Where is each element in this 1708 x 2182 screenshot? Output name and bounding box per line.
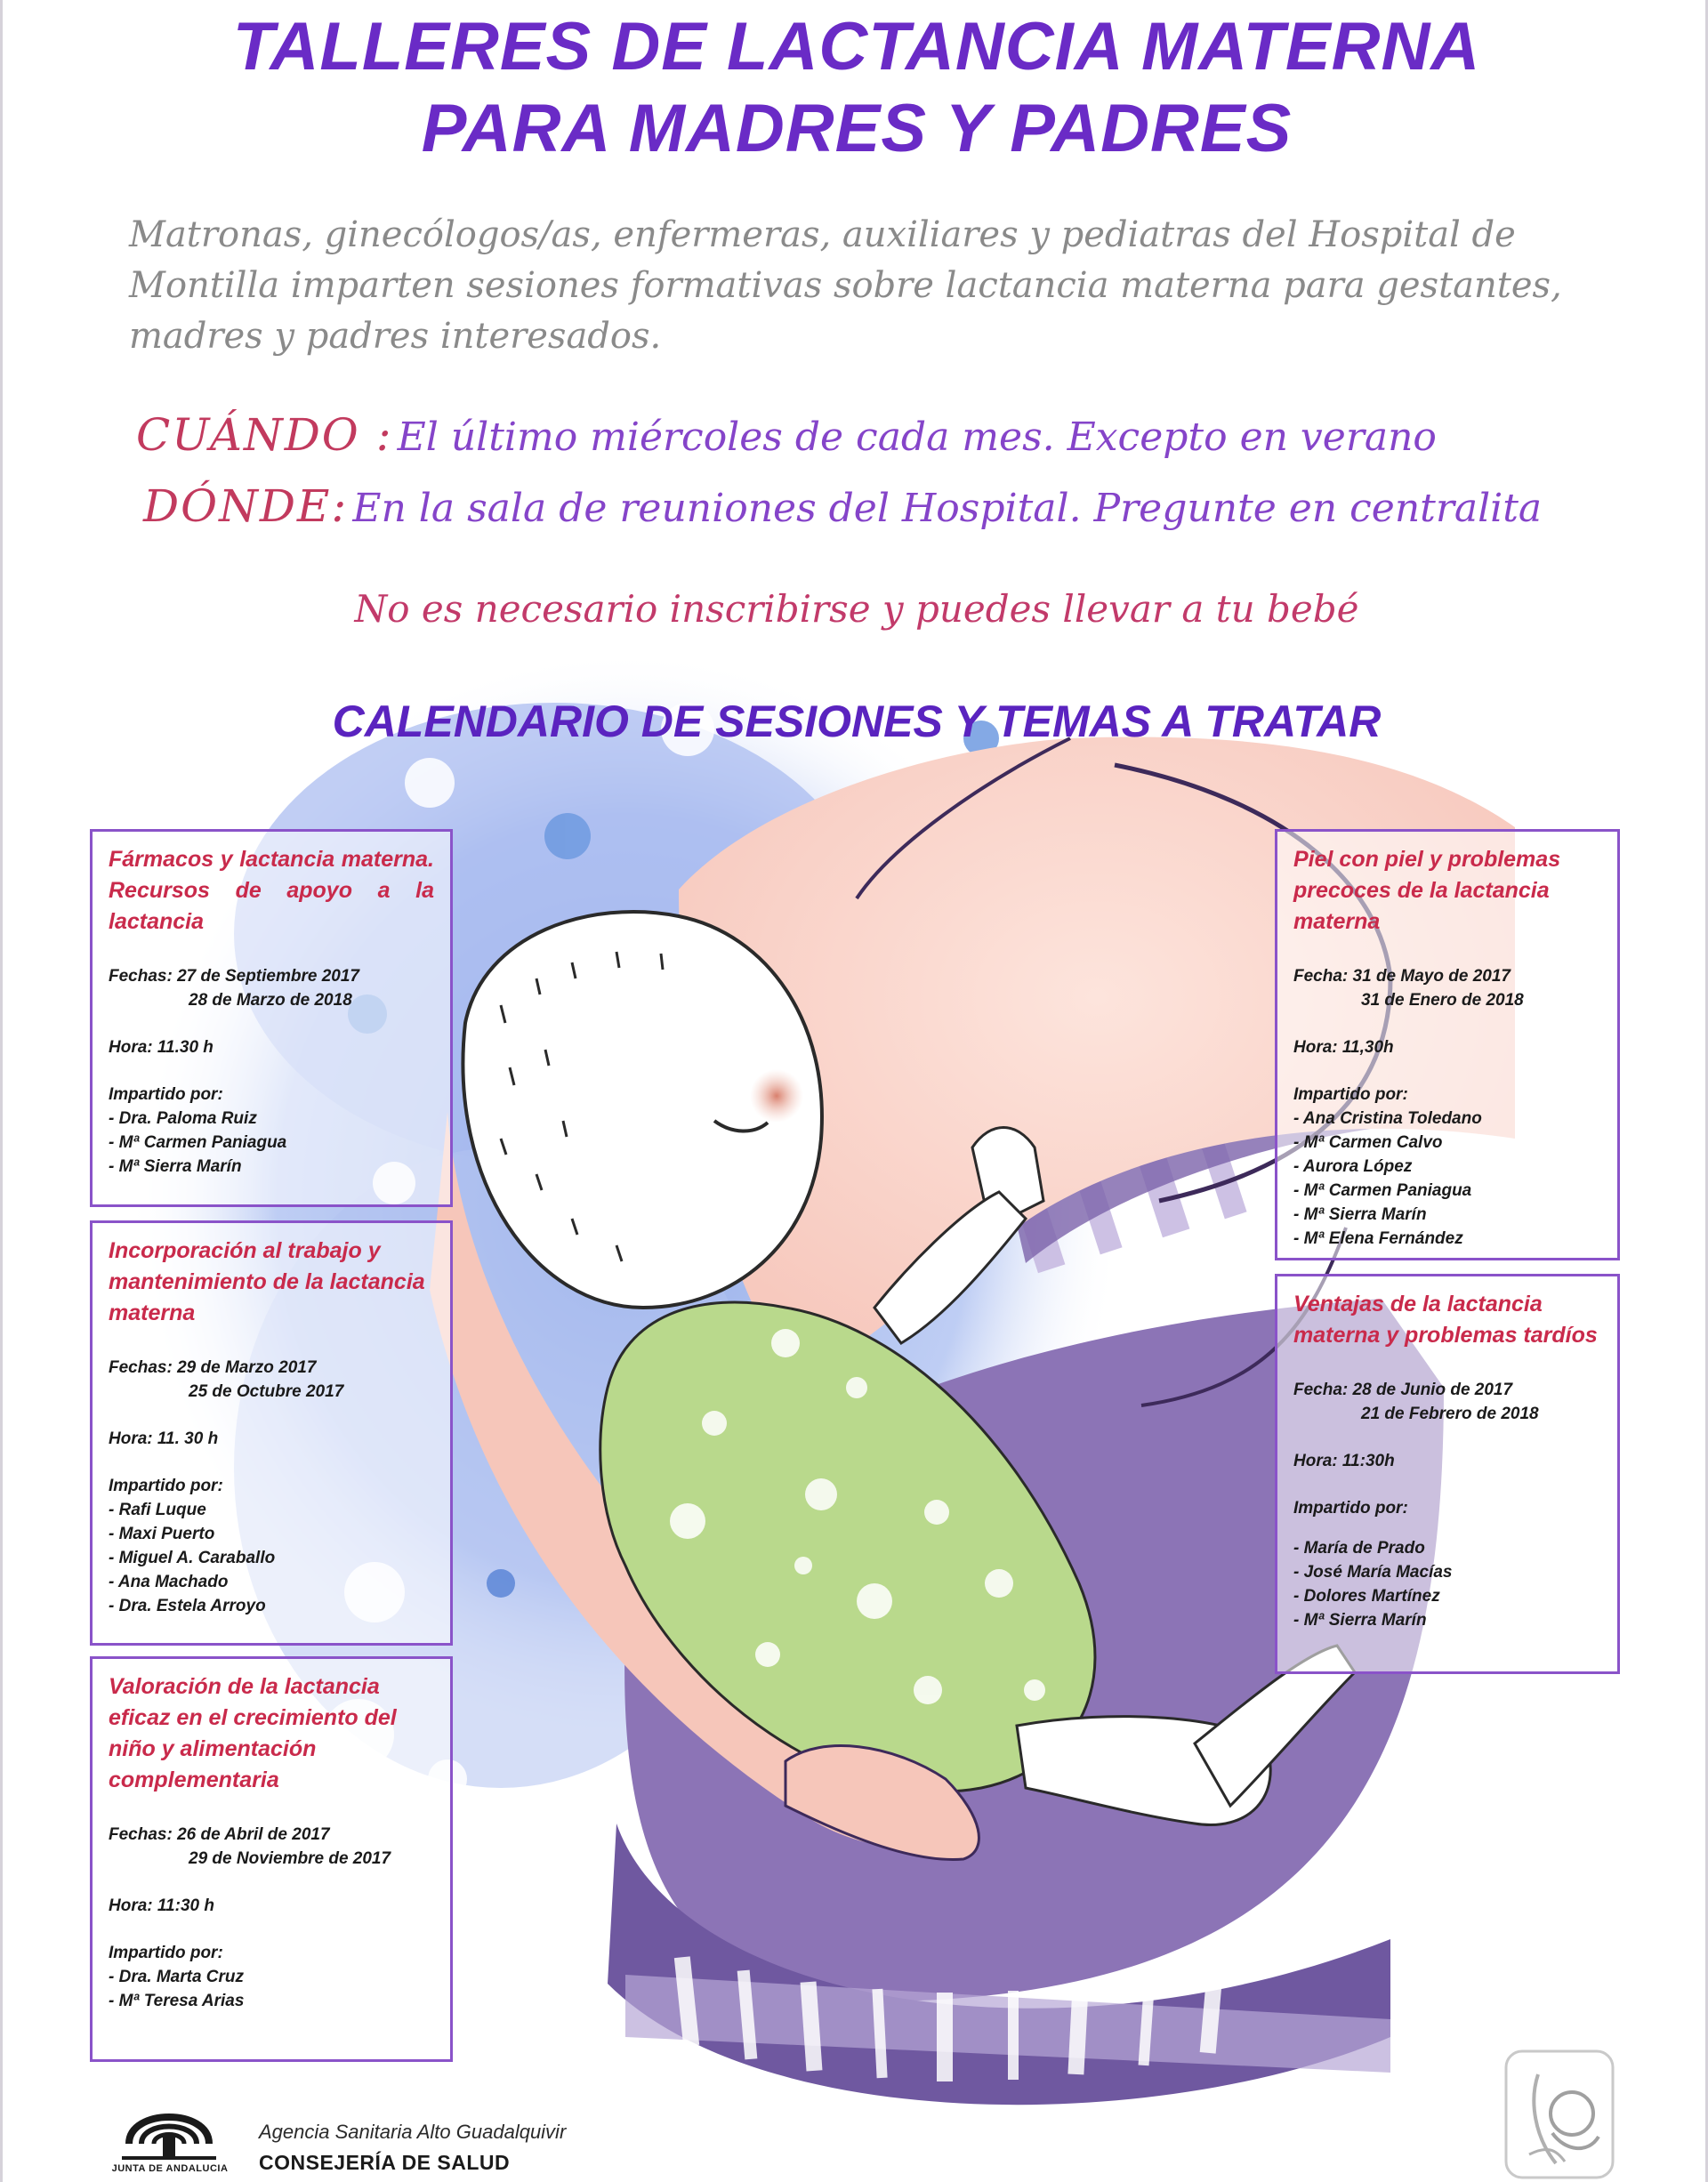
when-text: El último miércoles de cada mes. Excepto en verano <box>397 415 1437 460</box>
presenter-list <box>1293 1107 1601 1251</box>
when-row <box>136 409 1437 461</box>
breastfeeding-logo <box>1503 2048 1616 2181</box>
session-title: Ventajas de la lactancia materna y problemas tardíos <box>1293 1292 1598 1348</box>
session-date: 29 de Noviembre de 2017 <box>189 1849 391 1868</box>
consejeria-name: CONSEJERÍA DE SALUD <box>259 2151 511 2174</box>
intro-paragraph: Matronas, ginecólogos/as, enfermeras, auxiliares y pediatras del Hospital de Montilla imparten sesiones formativas sobre lactancia materna para gestantes, madres y padres interesados. <box>129 214 1562 357</box>
title-line-1: TALLERES DE LACTANCIA MATERNA <box>232 9 1481 85</box>
session-title: Piel con piel y problemas precoces de la lactancia materna <box>1293 847 1561 934</box>
dates-label: Fechas: <box>109 1825 173 1844</box>
session-card <box>1275 829 1620 1260</box>
presenter: - Miguel A. Caraballo <box>109 1549 276 1567</box>
session-title: Incorporación al trabajo y mantenimiento de la lactancia materna <box>109 1238 425 1325</box>
session-time: Hora: 11. 30 h <box>109 1429 219 1448</box>
presenter: - Dra. Estela Arroyo <box>109 1597 266 1615</box>
presenter: - Mª Elena Fernández <box>1293 1229 1463 1248</box>
title-line-2: PARA MADRES Y PADRES <box>421 91 1293 166</box>
session-card <box>90 1656 453 2062</box>
presenter: - Dra. Marta Cruz <box>109 1968 245 1986</box>
session-date-line <box>1293 1378 1601 1402</box>
session-title: Fármacos y lactancia materna. Recursos de apoyo a la lactancia <box>109 847 434 934</box>
session-presenters-label: Impartido por: <box>109 1085 223 1104</box>
session-date: 27 de Septiembre 2017 <box>177 967 359 986</box>
presenter: - Aurora López <box>1293 1157 1413 1176</box>
presenter: - Mª Carmen Paniagua <box>1293 1181 1472 1200</box>
presenter: - María de Prado <box>1293 1539 1425 1558</box>
presenter: - Mª Teresa Arias <box>109 1992 245 2010</box>
session-presenters-label: Impartido por: <box>1293 1085 1408 1104</box>
session-date: 26 de Abril de 2017 <box>177 1825 330 1844</box>
presenter-list <box>109 1498 434 1618</box>
session-title: Valoración de la lactancia eficaz en el crecimiento del niño y alimentación complementaria <box>109 1674 397 1792</box>
session-date-line <box>109 1823 434 1847</box>
agency-name: Agencia Sanitaria Alto Guadalquivir <box>259 2121 567 2143</box>
session-card <box>1275 1274 1620 1674</box>
dates-label: Fechas: <box>109 967 173 986</box>
session-date: 28 de Junio de 2017 <box>1352 1381 1513 1399</box>
presenter: - Dra. Paloma Ruiz <box>109 1109 257 1128</box>
junta-caption: JUNTA DE ANDALUCIA <box>111 2163 229 2174</box>
session-date: 28 de Marzo de 2018 <box>189 991 352 1010</box>
where-label: DÓNDE: <box>143 480 349 532</box>
session-date: 31 de Enero de 2018 <box>1361 991 1524 1010</box>
session-time: Hora: 11:30 h <box>109 1896 214 1915</box>
session-time: Hora: 11,30h <box>1293 1038 1394 1057</box>
presenter: - Rafi Luque <box>109 1501 206 1519</box>
dates-label: Fechas: <box>109 1358 173 1377</box>
calendar-title: CALENDARIO DE SESIONES Y TEMAS A TRATAR <box>332 696 1382 746</box>
registration-note: No es necesario inscribirse y puedes llevar a tu bebé <box>354 587 1359 631</box>
presenter: - Dolores Martínez <box>1293 1587 1440 1606</box>
presenter: - Ana Cristina Toledano <box>1293 1109 1482 1128</box>
session-presenters-label: Impartido por: <box>109 1477 223 1495</box>
session-date: 29 de Marzo 2017 <box>177 1358 317 1377</box>
dates-label: Fecha: <box>1293 967 1349 986</box>
session-presenters-label: Impartido por: <box>109 1944 223 1962</box>
presenter: - Mª Sierra Marín <box>109 1157 242 1176</box>
session-presenters-label: Impartido por: <box>1293 1499 1408 1518</box>
session-card <box>90 1220 453 1646</box>
session-date: 25 de Octubre 2017 <box>189 1382 344 1401</box>
presenter: - Mª Carmen Paniagua <box>109 1133 287 1152</box>
presenter: - Mª Carmen Calvo <box>1293 1133 1443 1152</box>
where-text: En la sala de reuniones del Hospital. Pregunte en centralita <box>352 486 1543 531</box>
presenter: - Ana Machado <box>109 1573 229 1591</box>
presenter: - Mª Sierra Marín <box>1293 1611 1427 1630</box>
presenter: - Mª Sierra Marín <box>1293 1205 1427 1224</box>
presenter-list <box>1293 1536 1601 1632</box>
session-time: Hora: 11:30h <box>1293 1452 1395 1470</box>
presenter-list <box>109 1965 434 2013</box>
presenter: - Maxi Puerto <box>109 1525 215 1543</box>
where-row <box>143 480 1542 532</box>
session-date-line <box>109 1356 434 1380</box>
session-card <box>90 829 453 1207</box>
presenter: - José María Macías <box>1293 1563 1453 1582</box>
session-date: 21 de Febrero de 2018 <box>1361 1405 1539 1423</box>
presenter-list <box>109 1107 434 1179</box>
session-date-line <box>109 964 434 988</box>
session-date-line <box>1293 964 1601 988</box>
when-label: CUÁNDO : <box>136 409 393 461</box>
session-date: 31 de Mayo de 2017 <box>1352 967 1511 986</box>
dates-label: Fecha: <box>1293 1381 1349 1399</box>
session-time: Hora: 11.30 h <box>109 1038 214 1057</box>
